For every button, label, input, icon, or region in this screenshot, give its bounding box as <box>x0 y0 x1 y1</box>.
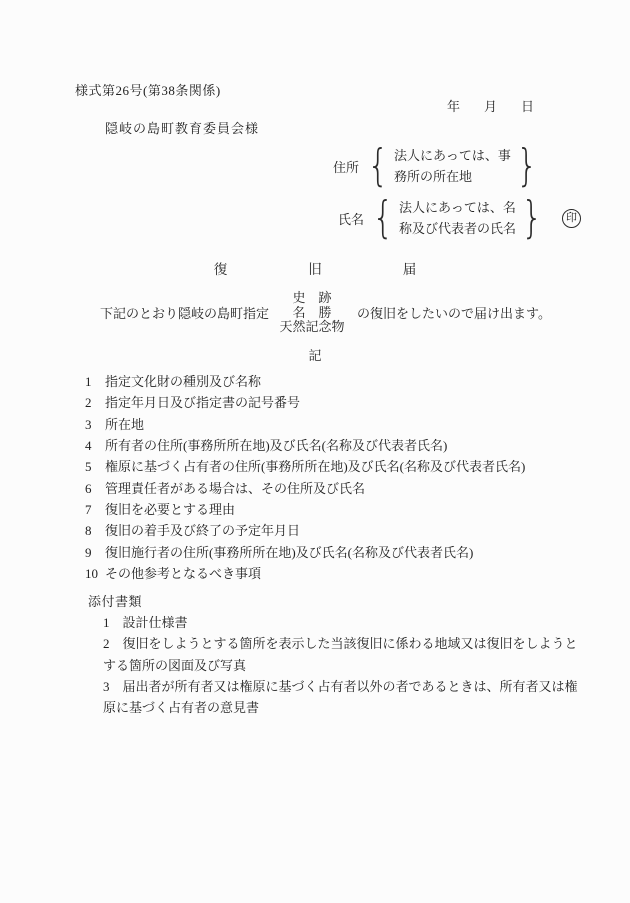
brace-open-icon: { <box>372 192 394 243</box>
brace-close-icon: } <box>516 140 538 191</box>
item-number: 2 <box>85 395 92 411</box>
seal-mark-icon: 印 <box>562 209 581 228</box>
declaration-prefix: 下記のとおり隠岐の島町指定 <box>100 306 270 322</box>
item-number: 8 <box>85 523 92 539</box>
attachments-list <box>103 612 585 719</box>
brace-close-icon: } <box>521 192 543 243</box>
name-label: 氏名 <box>338 211 365 227</box>
attachment-number: 3 <box>103 679 110 695</box>
title-char: 旧 <box>308 262 322 277</box>
item-number: 9 <box>85 544 92 560</box>
list-item <box>85 435 525 456</box>
item-text: 指定文化財の種別及び名称 <box>105 374 262 389</box>
designation-options-stack <box>274 291 350 335</box>
date-day-label: 日 <box>521 99 535 114</box>
attachments-heading: 添付書類 <box>88 594 143 609</box>
designation-option: 天然記念物 <box>279 319 345 335</box>
item-number: 7 <box>85 502 92 518</box>
notification-items-list <box>85 371 525 584</box>
list-item <box>85 456 525 477</box>
item-number: 4 <box>85 438 92 454</box>
item-text: 所有者の住所(事務所所在地)及び氏名(名称及び代表者氏名) <box>105 438 448 454</box>
brace-open-icon: { <box>367 140 389 191</box>
attachment-text: 届出者が所有者又は権原に基づく占有者以外の者であるときは、所有者又は権原に基づく占有者の意見書 <box>103 679 578 716</box>
title-char: 届 <box>402 262 417 277</box>
attachment-item <box>103 612 585 633</box>
address-note-line2: 務所の所在地 <box>394 169 473 184</box>
attachment-item <box>103 633 585 676</box>
item-number: 5 <box>85 459 92 475</box>
addressee: 隠岐の島町教育委員会様 <box>105 121 260 136</box>
list-item <box>85 499 525 520</box>
sender-address-block <box>333 140 541 191</box>
designation-option: 史 跡 <box>292 290 332 305</box>
item-text: 復旧の着手及び終了の予定年月日 <box>105 523 301 539</box>
list-item <box>85 414 525 435</box>
list-item <box>85 542 525 563</box>
declaration-suffix: の復旧をしたいので届け出ます。 <box>357 306 551 322</box>
date-month-label: 月 <box>484 99 498 114</box>
address-note <box>394 145 511 187</box>
list-item <box>85 563 525 584</box>
item-text: 管理責任者がある場合は、その住所及び氏名 <box>105 480 366 496</box>
item-number: 10 <box>85 566 98 582</box>
list-item <box>85 392 525 413</box>
item-number: 1 <box>85 374 92 389</box>
attachment-number: 2 <box>103 636 110 652</box>
item-text: 復旧施行者の住所(事務所所在地)及び氏名(名称及び代表者氏名) <box>105 544 474 560</box>
record-heading: 記 <box>308 348 322 363</box>
declaration-sentence <box>100 291 551 335</box>
item-text: 権原に基づく占有者の住所(事務所所在地)及び氏名(名称及び代表者氏名) <box>105 459 526 475</box>
name-note-line1: 法人にあっては、名 <box>399 200 516 215</box>
address-label: 住所 <box>333 159 360 175</box>
document-title <box>0 258 630 278</box>
address-note-line1: 法人にあっては、事 <box>394 148 511 163</box>
date-line <box>447 96 534 115</box>
item-number: 6 <box>85 480 92 496</box>
item-text: 復旧を必要とする理由 <box>105 502 236 518</box>
sender-name-block <box>338 192 581 243</box>
list-item <box>85 371 525 392</box>
form-number: 様式第26号(第38条関係) <box>75 83 221 98</box>
attachment-text: 復旧をしようとする箇所を表示した当該復旧に係わる地域又は復旧をしようとする箇所の図面及び写真 <box>103 636 578 673</box>
item-text: 指定年月日及び指定書の記号番号 <box>105 395 301 411</box>
name-note <box>399 197 516 239</box>
item-number: 3 <box>85 416 92 432</box>
title-char: 復 <box>213 262 228 277</box>
designation-option: 名 勝 <box>292 304 332 320</box>
list-item <box>85 478 525 499</box>
attachment-number: 1 <box>103 615 110 630</box>
date-year-label: 年 <box>447 99 461 114</box>
name-note-line2: 称及び代表者の氏名 <box>399 221 517 236</box>
attachment-item <box>103 676 585 719</box>
item-text: 所在地 <box>105 416 145 432</box>
list-item <box>85 520 525 541</box>
attachment-text: 設計仕様書 <box>122 615 188 630</box>
item-text: その他参考となるべき事項 <box>105 566 262 582</box>
